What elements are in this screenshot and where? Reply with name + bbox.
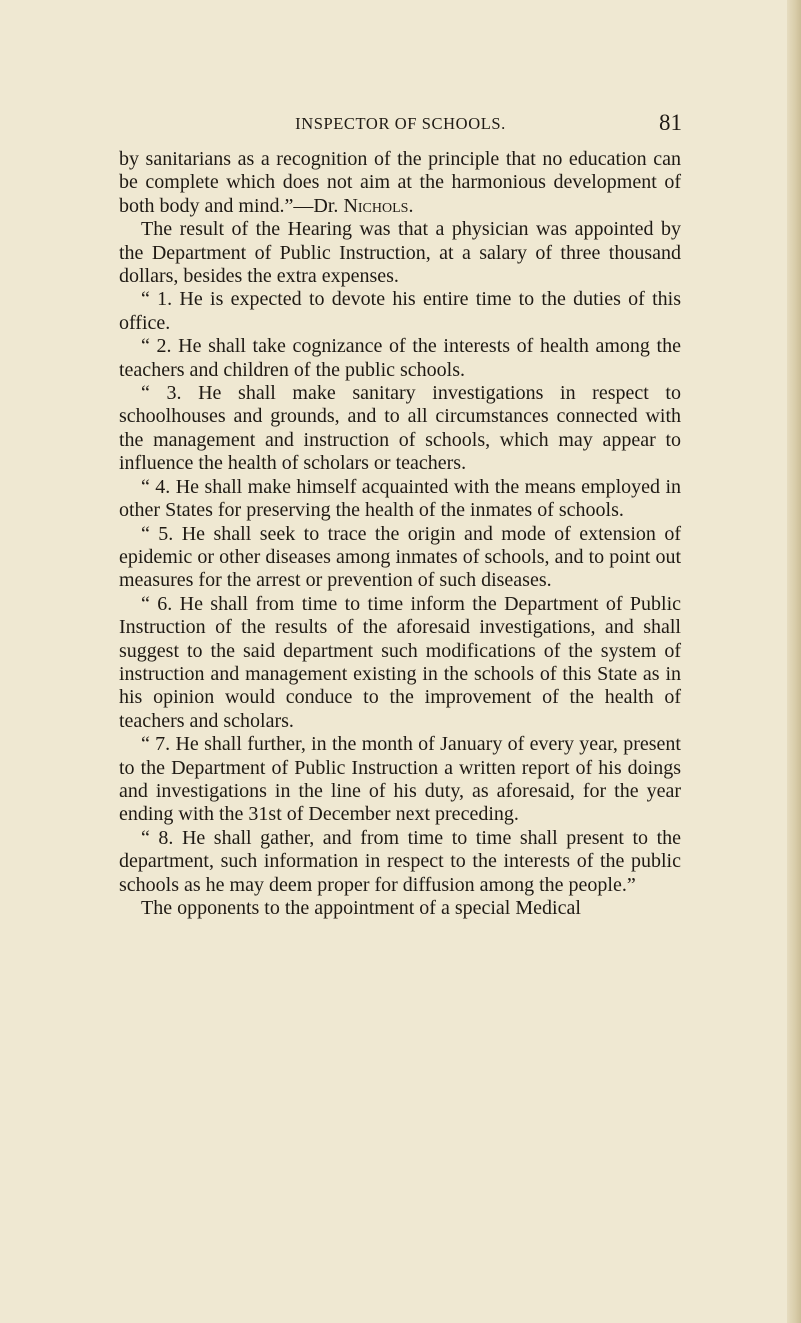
duty-item: “ 7. He shall further, in the month of January of every year, present to the Department of Public Instruction a written report of his doings and investigations in the line of his duty, as aforesaid, for the year ending with the 31st of December next preceding. [119, 733, 681, 826]
duty-item: “ 4. He shall make himself acquainted with the means employed in other States for preserving the health of the inmates of schools. [119, 475, 681, 522]
duty-item: “ 8. He shall gather, and from time to time shall present to the department, such information in respect to the interests of the public schools as he may deem proper for diffusion among the people.” [119, 826, 681, 896]
duty-item: “ 3. He shall make sanitary investigations in respect to schoolhouses and grounds, and to all circumstances connected with the management and instruction of schools, which may appear to influence the health of scholars or teachers. [119, 382, 681, 475]
duty-item: “ 6. He shall from time to time inform the Department of Public Instruction of the results of the aforesaid investigations, and shall suggest to the said department such modifications of the system of instruction and management existing in the schools of this State as in his opinion would conduce to the improvement of the health of teachers and scholars. [119, 592, 681, 732]
intro-author: Nichols. [343, 194, 414, 217]
duty-item: “ 2. He shall take cognizance of the interests of health among the teachers and children of the public schools. [119, 335, 681, 381]
text-body [119, 148, 681, 920]
paragraph-result: The result of the Hearing was that a physician was appointed by the Department of Public Instruction, at a salary of three thousand dollars, besides the extra expenses. [119, 218, 681, 288]
duty-item: “ 1. He is expected to devote his entire time to the duties of this office. [119, 288, 681, 334]
paragraph-intro [119, 148, 681, 218]
page-edge [787, 0, 801, 1323]
duty-item: “ 5. He shall seek to trace the origin and mode of extension of epidemic or other diseases among inmates of schools, and to point out measures for the arrest or prevention of such diseases. [119, 522, 681, 592]
running-head: INSPECTOR OF SCHOOLS. [295, 114, 506, 133]
intro-text: by sanitarians as a recognition of the principle that no education can be complete which does not aim at the harmonious development of both body and mind.”—Dr. [119, 148, 681, 217]
paragraph-closing: The opponents to the appointment of a special Medical [141, 897, 581, 919]
page-number: 81 [659, 110, 682, 135]
page-header [0, 110, 801, 140]
